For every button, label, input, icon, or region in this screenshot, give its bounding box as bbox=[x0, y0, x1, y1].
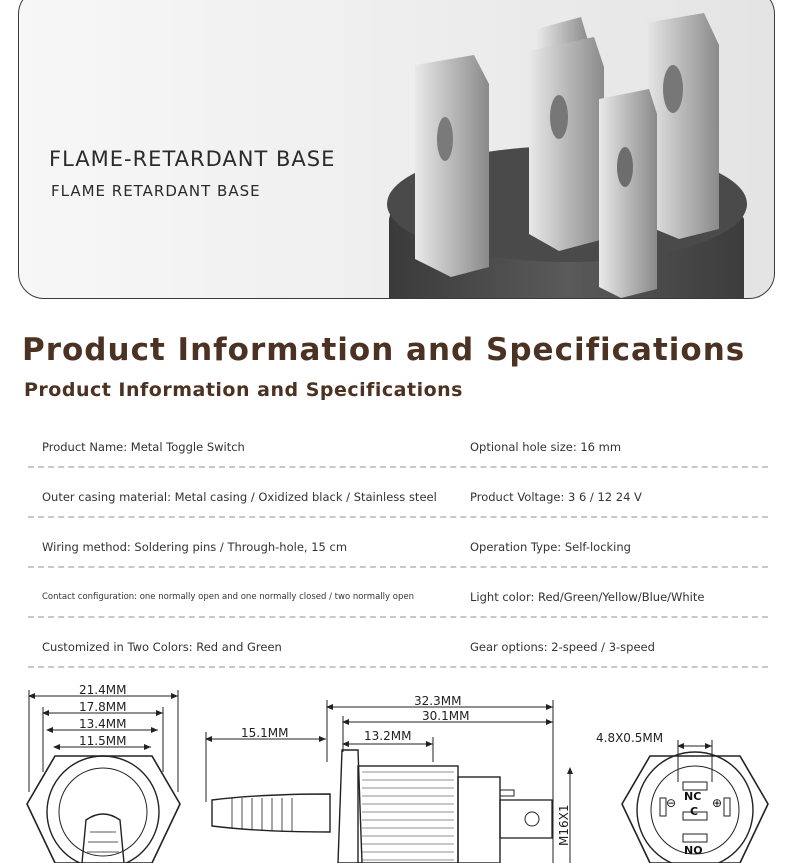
side-dim-total: 32.3MM bbox=[414, 694, 462, 708]
front-dim-1: 21.4MM bbox=[79, 683, 127, 697]
spec-row bbox=[28, 418, 768, 468]
terminal-c-label: C bbox=[690, 805, 699, 818]
spec-two-colors: Customized in Two Colors: Red and Green bbox=[42, 640, 282, 654]
spec-voltage: Product Voltage: 3 6 / 12 24 V bbox=[470, 490, 642, 504]
spec-gear-options: Gear options: 2-speed / 3-speed bbox=[470, 640, 655, 654]
front-dim-2: 17.8MM bbox=[79, 700, 127, 714]
spec-row bbox=[28, 618, 768, 668]
hero-title: FLAME-RETARDANT BASE bbox=[49, 147, 336, 171]
section-title: Product Information and Specifications bbox=[22, 332, 746, 368]
terminal-no-label: NO bbox=[684, 844, 703, 857]
spec-row bbox=[28, 568, 768, 618]
hero-banner bbox=[18, 0, 775, 299]
dimension-drawings bbox=[0, 682, 790, 863]
side-dim-m16: M16X1 bbox=[557, 804, 571, 846]
spec-casing-material: Outer casing material: Metal casing / Oxidized black / Stainless steel bbox=[42, 490, 437, 504]
minus-icon: ⊖ bbox=[666, 796, 677, 810]
spec-operation-type: Operation Type: Self-locking bbox=[470, 540, 631, 554]
spec-row bbox=[28, 518, 768, 568]
spec-light-color: Light color: Red/Green/Yellow/Blue/White bbox=[470, 590, 705, 604]
front-dim-4: 11.5MM bbox=[79, 734, 127, 748]
spec-table bbox=[28, 418, 768, 668]
spec-wiring-method: Wiring method: Soldering pins / Through-hole, 15 cm bbox=[42, 540, 348, 554]
plus-icon: ⊕ bbox=[712, 796, 723, 810]
side-dim-thread: 13.2MM bbox=[364, 729, 412, 743]
side-dim-lever: 15.1MM bbox=[241, 726, 289, 740]
side-dim-body: 30.1MM bbox=[422, 709, 470, 723]
section-subtitle: Product Information and Specifications bbox=[24, 379, 463, 401]
hero-subtitle: FLAME RETARDANT BASE bbox=[51, 182, 261, 200]
terminal-nc-label: NC bbox=[684, 790, 702, 803]
front-view-drawing bbox=[27, 690, 180, 863]
spec-row bbox=[28, 468, 768, 518]
side-view-drawing bbox=[206, 700, 570, 863]
switch-base-image bbox=[359, 0, 774, 298]
spec-product-name: Product Name: Metal Toggle Switch bbox=[42, 440, 245, 454]
spec-hole-size: Optional hole size: 16 mm bbox=[470, 440, 622, 454]
back-dim-terminal: 4.8X0.5MM bbox=[596, 731, 664, 745]
front-dim-3: 13.4MM bbox=[79, 717, 127, 731]
spec-contact-config: Contact configuration: one normally open and one normally closed / two normally open bbox=[42, 592, 414, 602]
